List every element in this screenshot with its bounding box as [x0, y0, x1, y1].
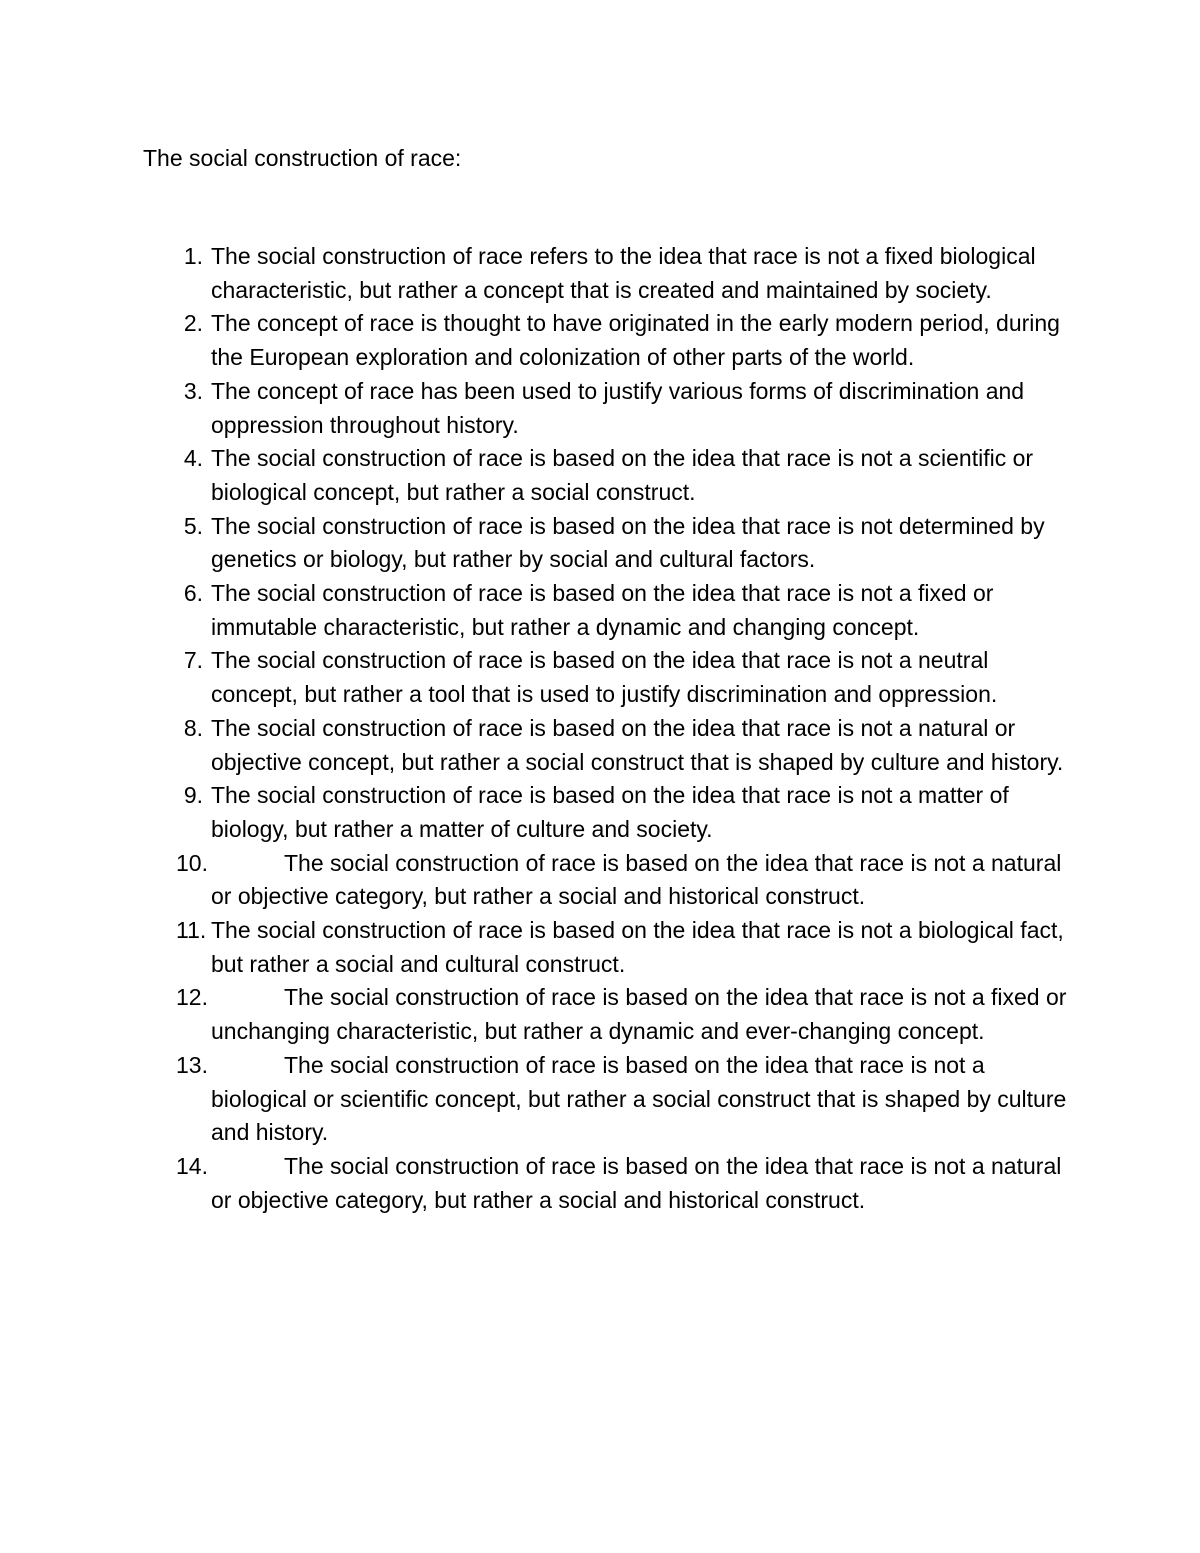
list-item-text: The concept of race is thought to have originated in the early modern period, during the European exploration and colonization of other parts of the world. [211, 310, 1060, 371]
list-item-number: 11. [176, 917, 207, 944]
list-item-number: 4. [183, 445, 203, 472]
numbered-list [0, 240, 1200, 1217]
list-item-text: The concept of race has been used to justify various forms of discrimination and oppression throughout history. [211, 377, 1025, 438]
list-item-number: 10. [176, 849, 208, 876]
list-item [0, 510, 1071, 577]
list-item-number: 14. [176, 1152, 208, 1179]
list-item-text: The social construction of race is based on the idea that race is not a biological or scientific concept, but rather a social construct that is shaped by culture and history. [211, 1051, 1067, 1146]
list-item [0, 375, 1071, 442]
list-item [0, 914, 1071, 981]
list-item-number: 12. [176, 984, 208, 1011]
list-item-number: 9. [183, 782, 203, 809]
list-item-text: The social construction of race is based on the idea that race is not a fixed or unchanging characteristic, but rather a dynamic and ever-changing concept. [211, 984, 1067, 1045]
list-item [0, 1049, 1071, 1150]
list-item-number: 2. [183, 310, 203, 337]
list-item [0, 847, 1071, 914]
list-item [0, 240, 1071, 307]
list-item-text: The social construction of race is based on the idea that race is not a matter of biology, but rather a matter of culture and society. [211, 782, 1009, 842]
list-item-text: The social construction of race is based on the idea that race is not a biological fact, but rather a social and cultural construct. [211, 917, 1064, 977]
list-item-number: 13. [176, 1051, 208, 1078]
list-item [0, 577, 1071, 644]
list-item-text: The social construction of race is based on the idea that race is not a natural or objective category, but rather a social and historical construct. [211, 1152, 1062, 1213]
list-item [0, 779, 1071, 846]
list-item [0, 307, 1071, 374]
list-item-text: The social construction of race is based on the idea that race is not a fixed or immutable characteristic, but rather a dynamic and changing concept. [211, 580, 994, 640]
list-item-text: The social construction of race refers to the idea that race is not a fixed biological characteristic, but rather a concept that is created and maintained by society. [211, 243, 1036, 303]
list-item-number: 1. [183, 243, 203, 269]
list-item-text: The social construction of race is based on the idea that race is not a natural or objective category, but rather a social and historical construct. [211, 849, 1062, 910]
list-item [0, 442, 1071, 509]
list-item-text: The social construction of race is based on the idea that race is not a natural or objective concept, but rather a social construct that is shaped by culture and history. [211, 714, 1064, 775]
list-item-number: 3. [183, 377, 203, 404]
list-item-number: 8. [183, 714, 203, 741]
list-item [0, 981, 1071, 1048]
list-item-number: 6. [183, 580, 203, 607]
list-item-text: The social construction of race is based on the idea that race is not determined by genetics or biology, but rather by social and cultural factors. [211, 512, 1045, 573]
list-item-number: 5. [183, 512, 203, 539]
list-item-text: The social construction of race is based on the idea that race is not a scientific or biological concept, but rather a social construct. [211, 445, 1034, 505]
list-item [0, 644, 1071, 711]
list-item-number: 7. [183, 647, 203, 674]
list-item [0, 1150, 1071, 1217]
document-title: The social construction of race: [143, 145, 462, 171]
list-item [0, 712, 1071, 779]
list-item-text: The social construction of race is based on the idea that race is not a neutral concept, but rather a tool that is used to justify discrimination and oppression. [211, 647, 998, 708]
